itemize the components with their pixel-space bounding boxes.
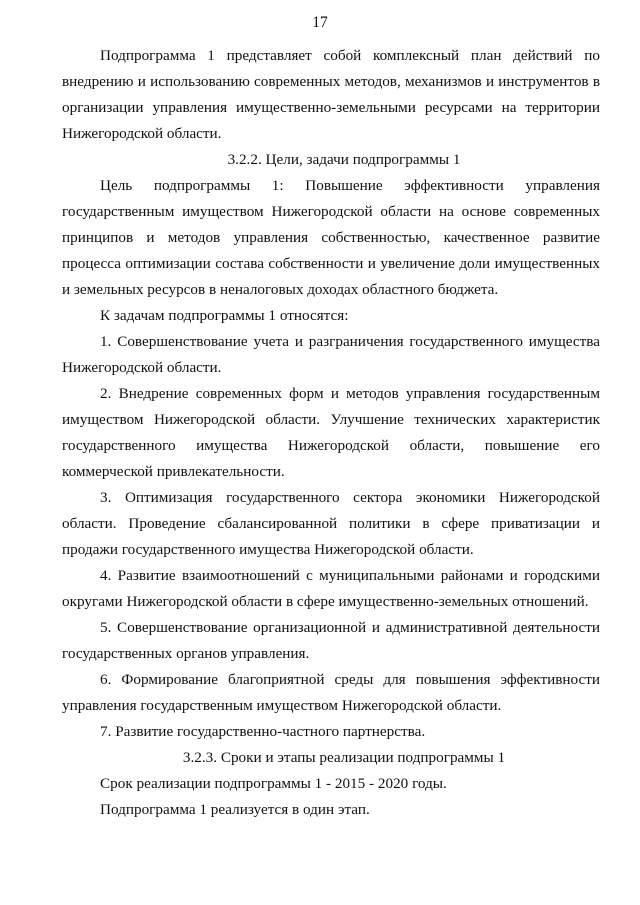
task-item-5: 5. Совершенствование организационной и административной деятельности государственных органов управления. xyxy=(62,619,600,662)
goal-paragraph: Цель подпрограммы 1: Повышение эффективности управления государственным имуществом Нижегородской области на основе современных принципов и методов управления собственностью, качественное развитие процесса оптимизации состава собственности и увеличение доли имущественных и земельных ресурсов в неналоговых доходах областного бюджета. xyxy=(62,177,600,298)
task-item-2: 2. Внедрение современных форм и методов управления государственным имуществом Нижегородской области. Улучшение технических характеристик государственного имущества Нижегородской области, повышение его коммерческой привлекательности. xyxy=(62,385,600,480)
document-body xyxy=(62,43,600,823)
section-heading-terms: 3.2.3. Сроки и этапы реализации подпрограммы 1 xyxy=(182,749,506,766)
page-number: 17 xyxy=(312,14,328,31)
task-item-7: 7. Развитие государственно-частного партнерства. xyxy=(100,723,426,740)
task-item-3: 3. Оптимизация государственного сектора экономики Нижегородской области. Проведение сбалансированной политики в сфере приватизации и продажи государственного имущества Нижегородской области. xyxy=(62,489,600,558)
task-item-1: 1. Совершенствование учета и разграничения государственного имущества Нижегородской области. xyxy=(62,333,600,376)
stage-paragraph: Подпрограмма 1 реализуется в один этап. xyxy=(100,801,370,818)
task-item-6: 6. Формирование благоприятной среды для повышения эффективности управления государственным имуществом Нижегородской области. xyxy=(62,671,600,714)
tasks-intro-paragraph: К задачам подпрограммы 1 относятся: xyxy=(100,307,349,324)
intro-paragraph: Подпрограмма 1 представляет собой комплексный план действий по внедрению и использованию современных методов, механизмов и инструментов в организации управления имущественно-земельными ресурсами на территории Нижегородской области. xyxy=(62,47,600,142)
section-heading-goals: 3.2.2. Цели, задачи подпрограммы 1 xyxy=(227,151,461,168)
term-paragraph: Срок реализации подпрограммы 1 - 2015 - 2020 годы. xyxy=(100,775,447,792)
task-item-4: 4. Развитие взаимоотношений с муниципальными районами и городскими округами Нижегородской области в сфере имущественно-земельных отношений. xyxy=(62,567,600,610)
